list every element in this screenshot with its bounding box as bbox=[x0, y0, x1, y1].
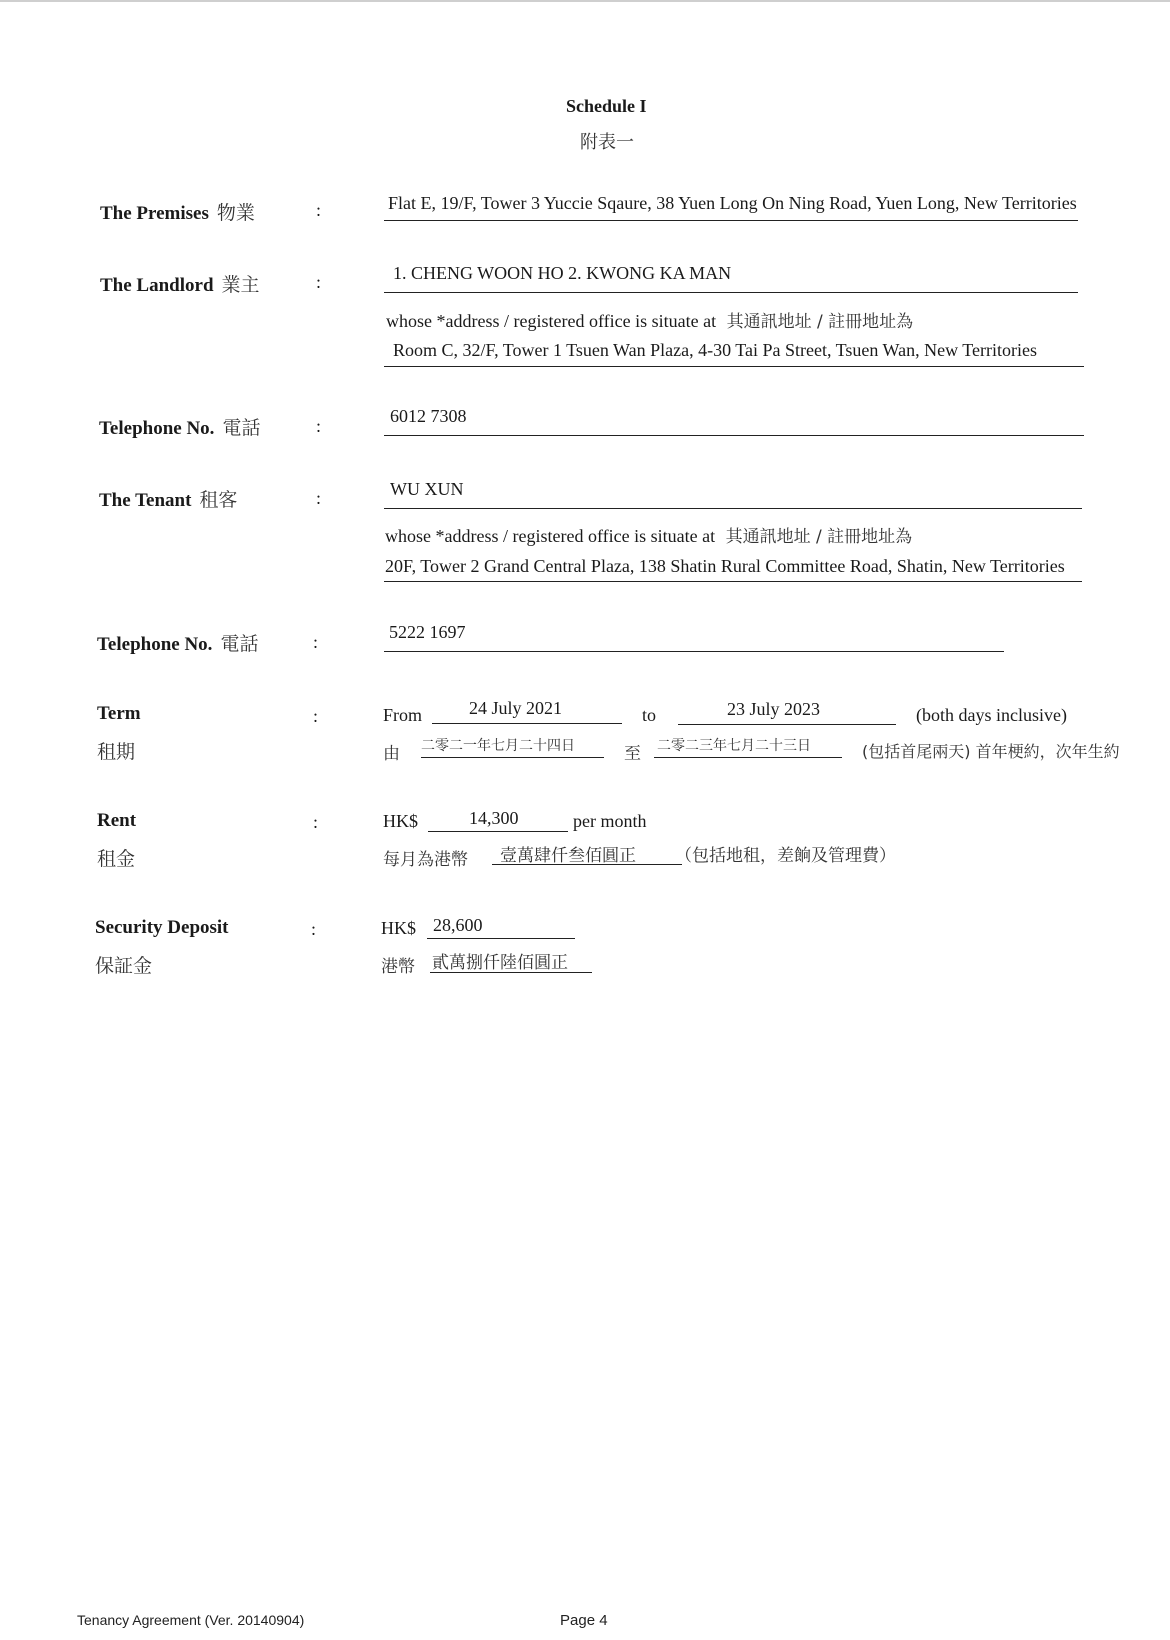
term-to-date-zh: 二零二三年七月二十三日 bbox=[657, 738, 811, 754]
landlord-phone-underline bbox=[384, 435, 1084, 436]
rent-colon: : bbox=[313, 812, 319, 832]
top-border bbox=[0, 0, 1170, 2]
premises-underline bbox=[384, 220, 1078, 221]
landlord-colon: : bbox=[316, 272, 322, 292]
tenant-phone-underline bbox=[384, 651, 1004, 652]
landlord-name-underline bbox=[384, 292, 1078, 293]
tenant-phone-label bbox=[97, 629, 258, 656]
rent-currency: HK$ bbox=[383, 811, 418, 831]
deposit-label: Security Deposit bbox=[95, 917, 229, 938]
schedule-title: Schedule I bbox=[566, 96, 647, 116]
tenant-phone-colon: : bbox=[313, 632, 319, 652]
tenant-name: WU XUN bbox=[390, 479, 464, 499]
landlord-label bbox=[100, 270, 260, 297]
rent-label-zh: 租金 bbox=[97, 848, 136, 870]
tenant-label-zh: 租客 bbox=[199, 489, 238, 511]
term-to-zh-underline bbox=[654, 757, 842, 758]
term-to-word-zh: 至 bbox=[624, 744, 641, 764]
premises-label-en: The Premises bbox=[100, 203, 209, 224]
schedule-title-zh: 附表一 bbox=[580, 132, 634, 153]
deposit-colon: : bbox=[311, 919, 317, 939]
landlord-label-zh: 業主 bbox=[221, 274, 260, 296]
term-from-zh-underline bbox=[421, 757, 604, 758]
rent-per: per month bbox=[573, 811, 647, 831]
landlord-phone-colon: : bbox=[316, 416, 322, 436]
premises-label bbox=[100, 198, 255, 225]
deposit-amount-zh: 貳萬捌仟陸佰圓正 bbox=[432, 953, 568, 973]
deposit-amount: 28,600 bbox=[433, 915, 483, 935]
term-from-word-zh: 由 bbox=[383, 744, 400, 764]
term-label: Term bbox=[97, 703, 141, 724]
landlord-phone-value: 6012 7308 bbox=[390, 406, 467, 426]
landlord-address-intro-en: whose *address / registered office is situate at bbox=[386, 311, 717, 331]
landlord-address-intro-zh: 其通訊地址 / 註冊地址為 bbox=[726, 312, 914, 332]
tenant-address-underline bbox=[384, 581, 1082, 582]
tenant-name-underline bbox=[384, 508, 1082, 509]
rent-amount-zh: 壹萬肆仟叁佰圓正 bbox=[500, 846, 636, 866]
tenant-phone-label-zh: 電話 bbox=[220, 633, 259, 655]
tenant-colon: : bbox=[316, 488, 322, 508]
deposit-currency: HK$ bbox=[381, 918, 416, 938]
tenant-address-intro bbox=[385, 522, 912, 547]
landlord-address-underline bbox=[384, 366, 1084, 367]
tenant-phone-label-en: Telephone No. bbox=[97, 634, 213, 655]
rent-prefix-zh: 每月為港幣 bbox=[383, 850, 468, 870]
deposit-prefix-zh: 港幣 bbox=[381, 957, 415, 977]
premises-value: Flat E, 19/F, Tower 3 Yuccie Sqaure, 38 Yuen Long On Ning Road, Yuen Long, New Territories bbox=[388, 193, 1077, 213]
tenant-address: 20F, Tower 2 Grand Central Plaza, 138 Shatin Rural Committee Road, Shatin, New Territories bbox=[385, 556, 1065, 576]
rent-note-zh: （包括地租，差餉及管理費） bbox=[675, 846, 896, 866]
landlord-name: 1. CHENG WOON HO 2. KWONG KA MAN bbox=[393, 263, 732, 283]
term-to-date: 23 July 2023 bbox=[727, 699, 821, 719]
landlord-address-intro bbox=[386, 307, 913, 332]
term-inclusive-zh: (包括首尾兩天) 首年梗約，次年生約 bbox=[862, 742, 1120, 761]
footer-page-number: Page 4 bbox=[560, 1612, 608, 1629]
landlord-label-en: The Landlord bbox=[100, 275, 214, 296]
rent-amount-underline bbox=[428, 831, 568, 832]
landlord-phone-label-en: Telephone No. bbox=[99, 418, 215, 439]
tenant-address-intro-en: whose *address / registered office is situate at bbox=[385, 526, 716, 546]
footer-version: Tenancy Agreement (Ver. 20140904) bbox=[77, 1612, 305, 1628]
term-from-word: From bbox=[383, 705, 423, 725]
tenant-label-en: The Tenant bbox=[99, 490, 192, 511]
term-colon: : bbox=[313, 706, 319, 726]
term-to-underline bbox=[678, 724, 896, 725]
tenant-address-intro-zh: 其通訊地址 / 註冊地址為 bbox=[725, 527, 913, 547]
landlord-address: Room C, 32/F, Tower 1 Tsuen Wan Plaza, 4-30 Tai Pa Street, Tsuen Wan, New Territories bbox=[393, 340, 1037, 360]
tenant-phone-value: 5222 1697 bbox=[389, 622, 466, 642]
tenant-label bbox=[99, 485, 237, 512]
landlord-phone-label-zh: 電話 bbox=[222, 417, 261, 439]
deposit-amount-zh-underline bbox=[430, 972, 592, 973]
deposit-label-zh: 保証金 bbox=[95, 955, 153, 977]
term-to-word: to bbox=[642, 705, 657, 725]
rent-amount-zh-underline bbox=[492, 864, 682, 865]
term-from-date-zh: 二零二一年七月二十四日 bbox=[421, 738, 575, 754]
term-from-date: 24 July 2021 bbox=[469, 698, 563, 718]
deposit-amount-underline bbox=[427, 938, 575, 939]
premises-colon: : bbox=[316, 200, 322, 220]
term-label-zh: 租期 bbox=[97, 741, 136, 763]
term-from-underline bbox=[432, 723, 622, 724]
term-inclusive: (both days inclusive) bbox=[916, 705, 1067, 725]
landlord-phone-label bbox=[99, 413, 260, 440]
rent-label: Rent bbox=[97, 810, 137, 831]
rent-amount: 14,300 bbox=[469, 808, 519, 828]
premises-label-zh: 物業 bbox=[216, 202, 255, 224]
